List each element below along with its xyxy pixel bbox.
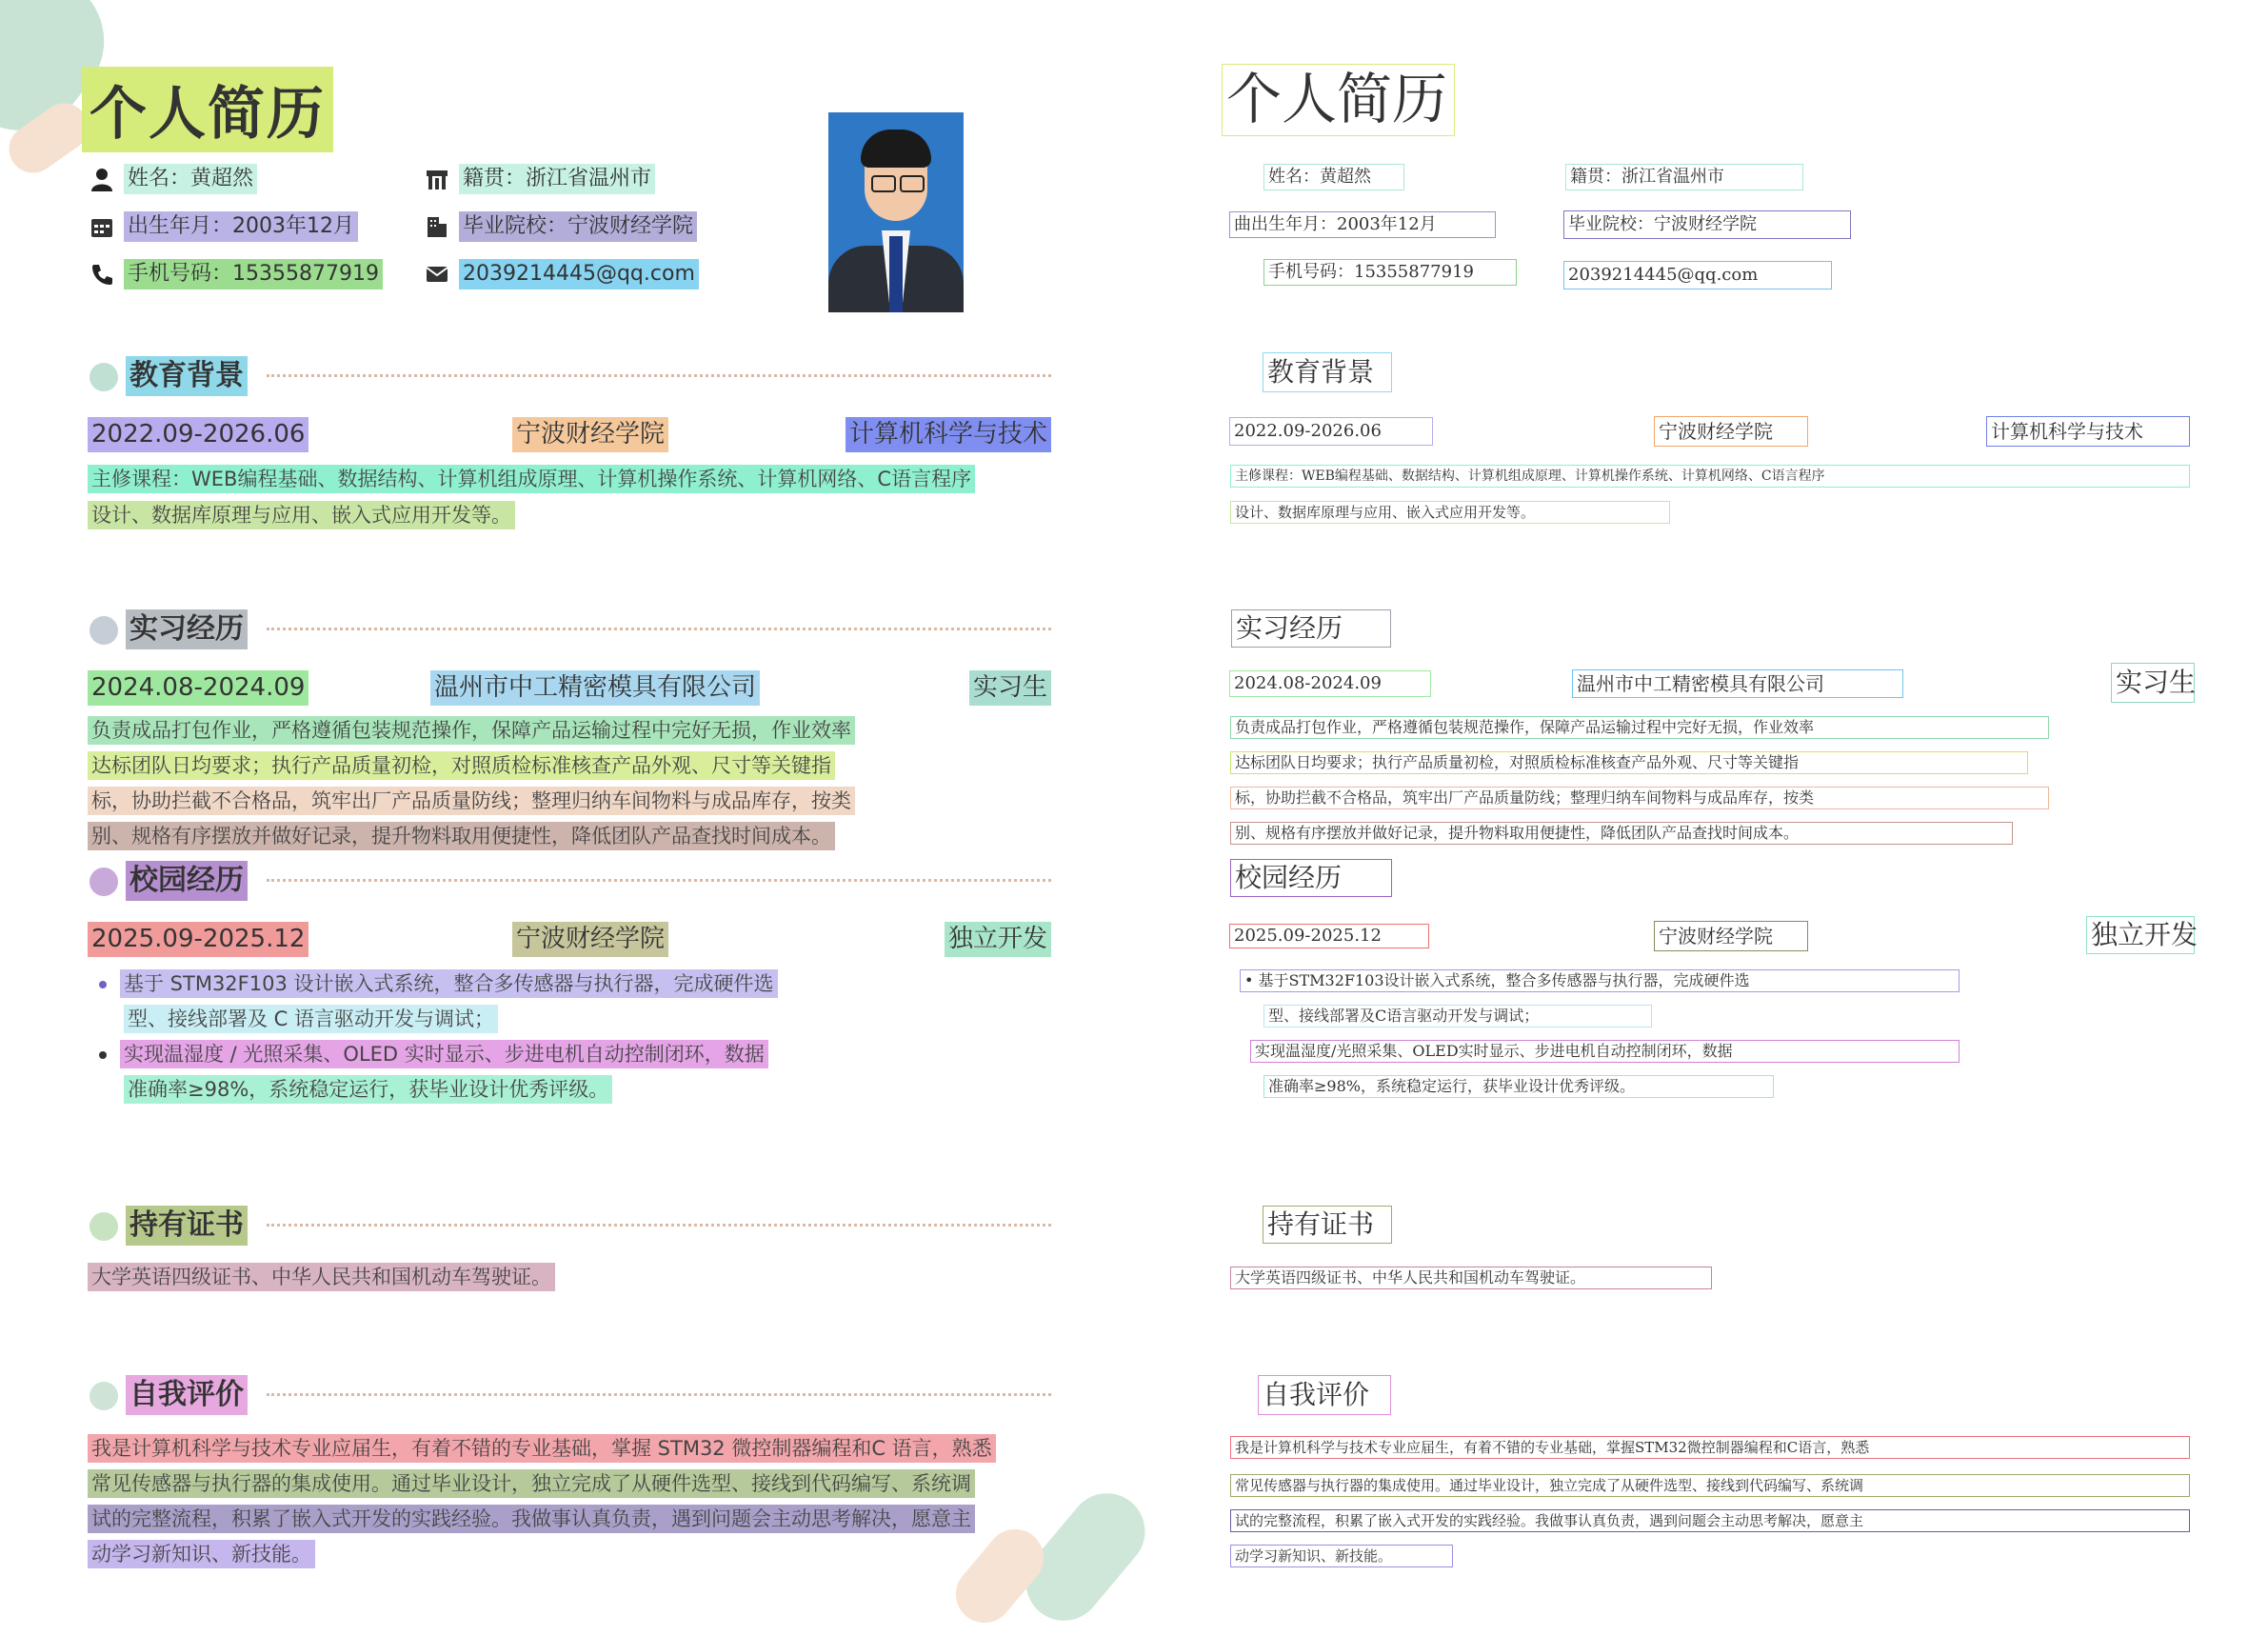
heart-icon bbox=[90, 1382, 118, 1410]
self-heading: 自我评价 bbox=[126, 1375, 248, 1415]
rp-camp-b2-line-2: 准确率≥98%，系统稳定运行，获毕业设计优秀评级。 bbox=[1263, 1075, 1774, 1098]
mail-icon bbox=[425, 262, 449, 287]
rp-int-date: 2024.08-2024.09 bbox=[1229, 670, 1431, 697]
internship-line-3: 标，协助拦截不合格品，筑牢出厂产品质量防线；整理归纳车间物料与成品库存，按类 bbox=[88, 787, 855, 815]
divider bbox=[267, 1224, 1051, 1227]
education-line-1: 主修课程：WEB编程基础、数据结构、计算机组成原理、计算机操作系统、计算机网络、C语言程序 bbox=[88, 465, 975, 493]
internship-line-2: 达标团队日均要求；执行产品质量初检，对照质检标准核查产品外观、尺寸等关键指 bbox=[88, 751, 835, 780]
person-icon bbox=[90, 167, 114, 191]
bullet-dot bbox=[99, 1051, 107, 1059]
campus-heading-row bbox=[90, 861, 248, 901]
rp-native: 籍贯：浙江省温州市 bbox=[1565, 164, 1803, 190]
rp-camp-b2-line-1: 实现温湿度/光照采集、OLED实时显示、步进电机自动控制闭环，数据 bbox=[1250, 1040, 1960, 1063]
internship-role: 实习生 bbox=[969, 670, 1051, 706]
rp-title: 个人简历 bbox=[1222, 64, 1455, 136]
rp-phone: 手机号码：15355877919 bbox=[1263, 259, 1517, 286]
rp-school: 毕业院校：宁波财经学院 bbox=[1563, 210, 1851, 239]
education-heading-row bbox=[90, 356, 248, 396]
self-heading-row bbox=[90, 1375, 248, 1415]
rp-int-line-3: 标，协助拦截不合格品，筑牢出厂产品质量防线；整理归纳车间物料与成品库存，按类 bbox=[1230, 787, 2049, 809]
campus-icon bbox=[90, 868, 118, 896]
campus-date: 2025.09-2025.12 bbox=[88, 922, 308, 957]
rp-edu-school: 宁波财经学院 bbox=[1654, 416, 1808, 447]
calendar-icon bbox=[90, 214, 114, 239]
rp-int-line-2: 达标团队日均要求；执行产品质量初检，对照质检标准核查产品外观、尺寸等关键指 bbox=[1230, 751, 2028, 774]
rp-int-company: 温州市中工精密模具有限公司 bbox=[1572, 669, 1903, 698]
campus-bullet-2-line-2: 准确率≥98%，系统稳定运行，获毕业设计优秀评级。 bbox=[124, 1075, 612, 1104]
internship-line-4: 别、规格有序摆放并做好记录，提升物料取用便捷性，降低团队产品查找时间成本。 bbox=[88, 822, 835, 850]
campus-bullet-1-line-2: 型、接线部署及 C 语言驱动开发与调试； bbox=[124, 1005, 498, 1033]
graduation-cap-icon bbox=[90, 363, 118, 391]
rp-email: 2039214445@qq.com bbox=[1563, 261, 1832, 289]
rp-edu-date: 2022.09-2026.06 bbox=[1229, 417, 1433, 446]
self-line-3: 试的完整流程，积累了嵌入式开发的实践经验。我做事认真负责，遇到问题会主动思考解决，愿意主 bbox=[88, 1505, 975, 1533]
info-email[interactable]: 2039214445@qq.com bbox=[459, 259, 699, 289]
self-line-1: 我是计算机科学与技术专业应届生，有着不错的专业基础，掌握 STM32 微控制器编程和C 语言，熟悉 bbox=[88, 1434, 996, 1463]
info-email-row bbox=[425, 259, 699, 289]
campus-bullet-1-line-1: 基于 STM32F103 设计嵌入式系统，整合多传感器与执行器，完成硬件选 bbox=[120, 969, 778, 998]
education-heading: 教育背景 bbox=[126, 356, 248, 396]
rp-edu-line-2: 设计、数据库原理与应用、嵌入式应用开发等。 bbox=[1230, 501, 1670, 524]
rp-camp-date: 2025.09-2025.12 bbox=[1229, 924, 1429, 948]
building-icon bbox=[425, 167, 449, 191]
info-school-row bbox=[425, 211, 697, 242]
rp-self-line-4: 动学习新知识、新技能。 bbox=[1230, 1545, 1453, 1567]
info-phone: 手机号码：15355877919 bbox=[124, 259, 383, 289]
info-phone-row bbox=[90, 259, 383, 289]
rp-self-line-3: 试的完整流程，积累了嵌入式开发的实践经验。我做事认真负责，遇到问题会主动思考解决，愿意主 bbox=[1230, 1509, 2190, 1532]
education-line-2: 设计、数据库原理与应用、嵌入式应用开发等。 bbox=[88, 501, 515, 529]
rp-name: 姓名：黄超然 bbox=[1263, 164, 1404, 190]
info-native: 籍贯：浙江省温州市 bbox=[459, 164, 655, 194]
campus-bullet-2 bbox=[99, 1040, 768, 1068]
thumbs-up-icon bbox=[90, 1212, 118, 1241]
page-title: 个人简历 bbox=[82, 67, 333, 152]
divider bbox=[267, 1393, 1051, 1396]
rp-edu-major: 计算机科学与技术 bbox=[1986, 416, 2190, 447]
bullet-dot bbox=[99, 981, 107, 988]
certs-heading: 持有证书 bbox=[126, 1206, 248, 1246]
campus-bullet-1 bbox=[99, 969, 778, 998]
education-date: 2022.09-2026.06 bbox=[88, 417, 308, 452]
certs-heading-row bbox=[90, 1206, 248, 1246]
education-major: 计算机科学与技术 bbox=[846, 417, 1051, 452]
campus-role: 独立开发 bbox=[945, 922, 1051, 957]
info-birth: 出生年月：2003年12月 bbox=[124, 211, 358, 242]
school-icon bbox=[425, 214, 449, 239]
info-name-row bbox=[90, 164, 257, 194]
rp-camp-b1-line-2: 型、接线部署及C语言驱动开发与调试； bbox=[1263, 1005, 1652, 1027]
rp-edu-line-1: 主修课程：WEB编程基础、数据结构、计算机组成原理、计算机操作系统、计算机网络、C语言程序 bbox=[1230, 465, 2190, 488]
internship-company: 温州市中工精密模具有限公司 bbox=[430, 670, 760, 706]
rp-self-heading: 自我评价 bbox=[1258, 1375, 1391, 1415]
phone-icon bbox=[90, 262, 114, 287]
internship-line-1: 负责成品打包作业，严格遵循包装规范操作，保障产品运输过程中完好无损，作业效率 bbox=[88, 716, 855, 745]
rp-cert-heading: 持有证书 bbox=[1263, 1206, 1392, 1244]
rp-birth: 曲出生年月：2003年12月 bbox=[1229, 211, 1496, 238]
rp-camp-heading: 校园经历 bbox=[1230, 859, 1392, 897]
education-school: 宁波财经学院 bbox=[512, 417, 668, 452]
divider bbox=[267, 628, 1051, 630]
briefcase-icon bbox=[90, 616, 118, 645]
certs-line-1: 大学英语四级证书、中华人民共和国机动车驾驶证。 bbox=[88, 1263, 555, 1291]
rp-camp-b1-line-1: • 基于STM32F103设计嵌入式系统，整合多传感器与执行器，完成硬件选 bbox=[1240, 969, 1960, 992]
rp-camp-role: 独立开发 bbox=[2086, 916, 2195, 954]
self-line-4: 动学习新知识、新技能。 bbox=[88, 1540, 315, 1568]
info-school: 毕业院校：宁波财经学院 bbox=[459, 211, 697, 242]
divider bbox=[267, 879, 1051, 882]
info-native-row bbox=[425, 164, 655, 194]
internship-date: 2024.08-2024.09 bbox=[88, 670, 308, 706]
rp-int-line-1: 负责成品打包作业，严格遵循包装规范操作，保障产品运输过程中完好无损，作业效率 bbox=[1230, 716, 2049, 739]
internship-heading-row bbox=[90, 609, 248, 649]
internship-heading: 实习经历 bbox=[126, 609, 248, 649]
rp-self-line-2: 常见传感器与执行器的集成使用。通过毕业设计，独立完成了从硬件选型、接线到代码编写、系统调 bbox=[1230, 1474, 2190, 1497]
self-line-2: 常见传感器与执行器的集成使用。通过毕业设计，独立完成了从硬件选型、接线到代码编写、系统调 bbox=[88, 1469, 975, 1498]
rp-int-role: 实习生 bbox=[2111, 663, 2195, 703]
rp-edu-heading: 教育背景 bbox=[1263, 352, 1392, 392]
info-name: 姓名：黄超然 bbox=[124, 164, 257, 194]
profile-photo bbox=[828, 112, 964, 312]
divider bbox=[267, 374, 1051, 377]
rp-int-line-4: 别、规格有序摆放并做好记录，提升物料取用便捷性，降低团队产品查找时间成本。 bbox=[1230, 822, 2013, 845]
rp-self-line-1: 我是计算机科学与技术专业应届生，有着不错的专业基础，掌握STM32微控制器编程和C语言，熟悉 bbox=[1230, 1436, 2190, 1459]
rp-camp-school: 宁波财经学院 bbox=[1654, 921, 1808, 951]
campus-heading: 校园经历 bbox=[126, 861, 248, 901]
rp-cert-line-1: 大学英语四级证书、中华人民共和国机动车驾驶证。 bbox=[1230, 1267, 1712, 1289]
campus-school: 宁波财经学院 bbox=[512, 922, 668, 957]
campus-bullet-2-line-1: 实现温湿度 / 光照采集、OLED 实时显示、步进电机自动控制闭环，数据 bbox=[120, 1040, 768, 1068]
rp-int-heading: 实习经历 bbox=[1231, 609, 1391, 648]
info-birth-row bbox=[90, 211, 358, 242]
